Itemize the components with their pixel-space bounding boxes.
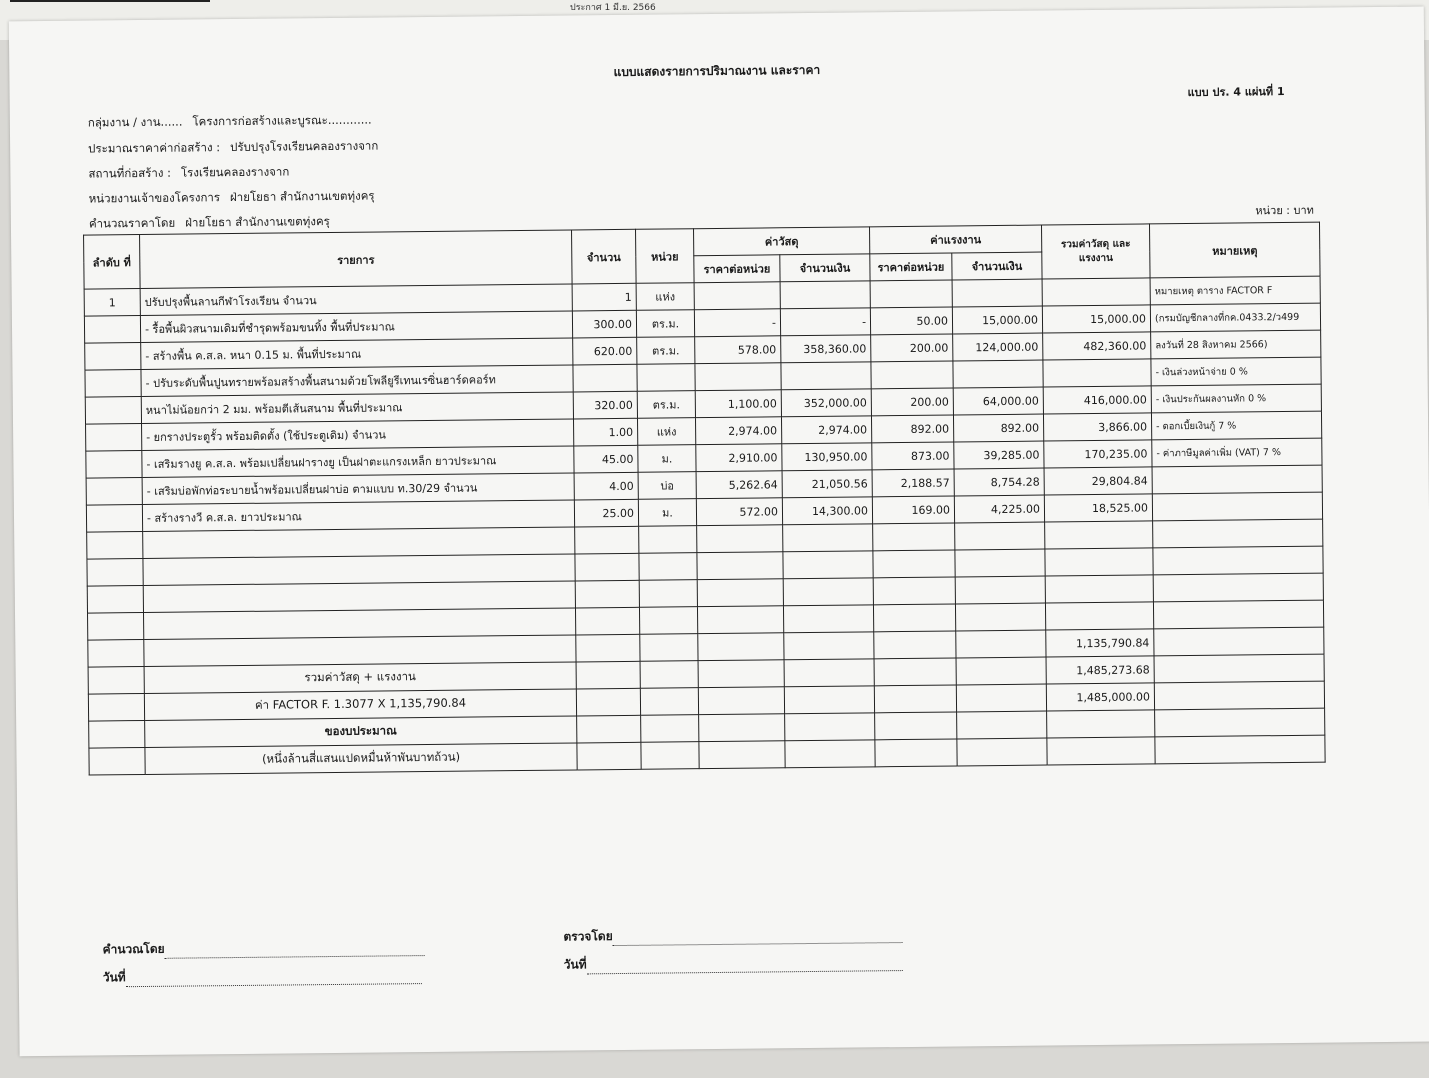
cell-unit: แห่ง	[636, 283, 694, 311]
summary-empty-cell	[875, 739, 957, 767]
empty-cell	[639, 580, 697, 608]
empty-cell	[639, 553, 697, 581]
empty-cell	[697, 552, 783, 580]
summary-empty-cell	[640, 661, 698, 689]
cell-remark: หมายเหตุ ตาราง FACTOR F	[1150, 276, 1320, 305]
cell-mat-amount: 21,050.56	[782, 470, 872, 498]
empty-cell	[1153, 519, 1323, 548]
empty-cell	[575, 580, 639, 608]
empty-cell	[575, 553, 639, 581]
cell-qty: 1.00	[573, 418, 637, 446]
summary-empty-cell	[699, 741, 785, 769]
empty-cell	[575, 526, 639, 554]
calc-by-signature	[102, 937, 424, 959]
cell-total: 3,866.00	[1044, 413, 1152, 441]
summary-empty-cell	[784, 659, 874, 687]
cell-remark: - เงินประกันผลงานหัก 0 %	[1151, 384, 1321, 413]
info-key: กลุ่มงาน / งาน......	[87, 114, 183, 130]
underlay-text: ประกาศ 1 มี.ย. 2566	[570, 3, 656, 13]
checked-by-label: ตรวจโดย	[563, 929, 613, 944]
calc-date-line	[126, 971, 422, 987]
info-line-estimate	[88, 137, 378, 158]
underlay-edge	[10, 0, 210, 10]
header-labor: ค่าแรงงาน	[870, 225, 1042, 254]
cell-unit: ม.	[638, 445, 696, 473]
summary-no-cell	[89, 720, 145, 748]
cell-qty: 25.00	[574, 499, 638, 527]
header-item: รายการ	[140, 230, 573, 289]
empty-cell	[873, 523, 955, 551]
cell-lab-amount: 4,225.00	[954, 495, 1044, 523]
cell-remark: - ดอกเบี้ยเงินกู้ 7 %	[1151, 411, 1321, 440]
info-value: ฝ่ายโยธา สำนักงานเขตทุ่งครุ	[229, 188, 375, 205]
summary-total: 1,485,273.68	[1046, 656, 1154, 684]
cell-lab-price: 2,188.57	[872, 469, 954, 497]
summary-empty-cell	[784, 632, 874, 660]
summary-empty-cell	[785, 740, 875, 768]
cell-no	[85, 369, 141, 397]
summary-empty-cell	[641, 742, 699, 770]
cell-lab-amount: 8,754.28	[954, 468, 1044, 496]
table-body	[84, 276, 1325, 775]
empty-cell	[783, 551, 873, 579]
summary-remark-cell	[1154, 681, 1324, 710]
info-line-calculated-by	[89, 213, 330, 234]
cell-mat-price: 2,974.00	[695, 417, 781, 445]
cell-item: - ปรับระดับพื้นปูนทรายพร้อมสร้างพื้นสนามด้วยโพลียูรีเทนเรซิ่นฮาร์ดคอร์ท	[141, 365, 573, 397]
cell-unit: ตร.ม.	[636, 310, 694, 338]
cell-lab-amount: 15,000.00	[952, 306, 1042, 334]
cell-mat-price: 5,262.64	[696, 471, 782, 499]
empty-cell	[955, 603, 1045, 631]
cell-unit: แห่ง	[637, 418, 695, 446]
cell-lab-price: 873.00	[872, 442, 954, 470]
summary-empty-cell	[874, 631, 956, 659]
header-unit: หน่วย	[636, 229, 695, 284]
empty-cell	[697, 579, 783, 607]
empty-cell	[873, 550, 955, 578]
calc-date-signature	[103, 965, 422, 987]
info-line-owner	[89, 188, 375, 209]
cell-item: - เสริมรางยู ค.ส.ล. พร้อมเปลี่ยนฝารางยู เป็นฝาตะแกรงเหล็ก ยาวประมาณ	[142, 446, 574, 478]
cell-unit: ตร.ม.	[637, 337, 695, 365]
empty-cell	[87, 585, 143, 613]
summary-total	[1047, 737, 1155, 765]
header-no: ลำดับ ที่	[84, 235, 141, 290]
info-key: หน่วยงานเจ้าของโครงการ	[88, 190, 221, 206]
cell-total: 416,000.00	[1043, 386, 1151, 414]
cell-unit: ตร.ม.	[637, 391, 695, 419]
summary-empty-cell	[698, 687, 784, 715]
summary-label: (หนึ่งล้านสี่แสนแปดหมื่นห้าพันบาทถ้วน)	[145, 743, 577, 775]
empty-cell	[1045, 548, 1153, 576]
empty-cell	[697, 606, 783, 634]
summary-remark-cell	[1154, 627, 1324, 656]
summary-label: รวมค่าวัสดุ + แรงงาน	[144, 662, 576, 694]
cell-total: 18,525.00	[1044, 494, 1152, 522]
info-line-group	[88, 112, 372, 133]
empty-cell	[575, 607, 639, 635]
cell-mat-price	[695, 363, 781, 391]
cell-lab-price: 200.00	[871, 388, 953, 416]
cell-remark	[1152, 492, 1322, 521]
summary-label: ค่า FACTOR F. 1.3077 X 1,135,790.84	[144, 689, 576, 721]
summary-total	[1047, 710, 1155, 738]
empty-cell	[639, 607, 697, 635]
info-key: สถานที่ก่อสร้าง :	[88, 165, 172, 181]
summary-empty-cell	[957, 711, 1047, 739]
checked-by-signature	[563, 924, 902, 947]
cell-no	[84, 315, 140, 343]
info-value: ปรับปรุงโรงเรียนคลองรางจาก	[230, 138, 379, 155]
cell-no	[85, 396, 141, 424]
calc-by-line	[165, 943, 425, 959]
empty-cell	[873, 604, 955, 632]
cell-item: - สร้างรางวี ค.ส.ล. ยาวประมาณ	[142, 500, 574, 532]
cell-lab-amount: 64,000.00	[953, 387, 1043, 415]
empty-cell	[697, 525, 783, 553]
empty-cell	[639, 526, 697, 554]
summary-remark-cell	[1155, 708, 1325, 737]
cell-item: หนาไม่น้อยกว่า 2 มม. พร้อมตีเส้นสนาม พื้นที่ประมาณ	[141, 392, 573, 424]
empty-cell	[1045, 602, 1153, 630]
document-title: แบบแสดงรายการปริมาณงาน และราคา	[613, 62, 821, 80]
cell-remark: - เงินล่วงหน้าจ่าย 0 %	[1151, 357, 1321, 386]
header-labor-amount: จำนวนเงิน	[952, 252, 1042, 280]
empty-cell	[1045, 575, 1153, 603]
empty-cell	[88, 612, 144, 640]
calc-date-label: วันที่	[102, 970, 126, 985]
header-remark: หมายเหตุ	[1150, 222, 1321, 278]
summary-no-cell	[88, 693, 144, 721]
empty-cell	[1153, 600, 1323, 629]
info-value: ฝ่ายโยธา สำนักงานเขตทุ่งครุ	[185, 214, 330, 230]
cell-remark	[1152, 465, 1322, 494]
cell-remark: - ค่าภาษีมูลค่าเพิ่ม (VAT) 7 %	[1152, 438, 1322, 467]
cell-item: ปรับปรุงพื้นลานกีฬาโรงเรียน จำนวน	[140, 284, 572, 316]
check-date-line	[587, 958, 903, 974]
summary-empty-cell	[640, 688, 698, 716]
summary-empty-cell	[956, 684, 1046, 712]
cell-qty: 45.00	[574, 445, 638, 473]
cell-mat-price: 2,910.00	[696, 444, 782, 472]
summary-empty-cell	[640, 634, 698, 662]
cell-qty: 320.00	[573, 391, 637, 419]
cell-item: - สร้างพื้น ค.ส.ล. หนา 0.15 ม. พื้นที่ประมาณ	[141, 338, 573, 370]
check-date-signature	[564, 952, 903, 975]
cell-lab-price: 50.00	[870, 307, 952, 335]
summary-empty-cell	[698, 633, 784, 661]
cell-lab-price: 892.00	[871, 415, 953, 443]
summary-empty-cell	[698, 660, 784, 688]
summary-empty-cell	[875, 712, 957, 740]
cell-mat-amount: -	[780, 308, 870, 336]
cell-item: - ยกรางประตูรั้ว พร้อมติดตั้ง (ใช้ประตูเดิม) จำนวน	[142, 419, 574, 451]
cell-qty: 300.00	[572, 310, 636, 338]
cell-no	[86, 504, 142, 532]
cell-total: 29,804.84	[1044, 467, 1152, 495]
summary-total: 1,485,000.00	[1046, 683, 1154, 711]
cell-no	[85, 342, 141, 370]
cell-lab-price	[871, 361, 953, 389]
empty-cell	[87, 531, 143, 559]
cell-lab-price	[870, 280, 952, 308]
cell-mat-price: 578.00	[695, 336, 781, 364]
cell-no	[86, 423, 142, 451]
summary-empty-cell	[576, 688, 640, 716]
document-sheet	[9, 7, 1429, 1057]
cell-total	[1043, 359, 1151, 387]
summary-total: 1,135,790.84	[1046, 629, 1154, 657]
summary-empty-cell	[956, 630, 1046, 658]
summary-empty-cell	[957, 738, 1047, 766]
info-key: ประมาณราคาค่าก่อสร้าง :	[88, 140, 221, 156]
cell-mat-amount: 2,974.00	[781, 416, 871, 444]
cell-no	[86, 450, 142, 478]
cell-remark: (กรมบัญชีกลางที่กค.0433.2/ว499	[1150, 303, 1320, 332]
cell-unit	[637, 364, 695, 392]
cell-lab-amount	[953, 360, 1043, 388]
cell-qty: 1	[572, 283, 636, 311]
summary-empty-cell	[956, 657, 1046, 685]
empty-cell	[87, 558, 143, 586]
info-line-site	[88, 163, 289, 183]
cell-mat-price: 1,100.00	[695, 390, 781, 418]
summary-remark-cell	[1155, 735, 1325, 764]
cell-qty	[573, 364, 637, 392]
summary-no-cell	[88, 666, 144, 694]
summary-empty-cell	[641, 715, 699, 743]
form-number: แบบ ปร. 4 แผ่นที่ 1	[1187, 85, 1285, 100]
header-material-amount: จำนวนเงิน	[780, 254, 870, 282]
empty-cell	[873, 577, 955, 605]
summary-empty-cell	[785, 713, 875, 741]
header-qty: จำนวน	[572, 229, 637, 284]
empty-cell	[783, 524, 873, 552]
cell-mat-price: 572.00	[696, 498, 782, 526]
summary-empty-cell	[874, 658, 956, 686]
info-value: โครงการก่อสร้างและบูรณะ............	[192, 112, 372, 129]
info-key: คำนวณราคาโดย	[88, 215, 176, 231]
cell-lab-price: 200.00	[871, 334, 953, 362]
cell-lab-price: 169.00	[872, 496, 954, 524]
cell-item: - เสริมบ่อพักท่อระบายน้ำพร้อมเปลี่ยนฝาบ่อ ตามแบบ ท.30/29 จำนวน	[142, 473, 574, 505]
cell-mat-price: -	[694, 309, 780, 337]
cell-no: 1	[84, 288, 140, 316]
cell-no	[86, 477, 142, 505]
header-labor-unit-price: ราคาต่อหน่วย	[870, 253, 952, 281]
cell-mat-amount	[781, 362, 871, 390]
summary-no-cell	[88, 639, 144, 667]
summary-remark-cell	[1154, 654, 1324, 683]
cell-mat-amount: 358,360.00	[781, 335, 871, 363]
cell-remark: ลงวันที่ 28 สิงหาคม 2566)	[1151, 330, 1321, 359]
empty-cell	[955, 549, 1045, 577]
cell-unit: ม.	[638, 499, 696, 527]
header-total: รวมค่าวัสดุ และแรงงาน	[1042, 224, 1151, 279]
summary-empty-cell	[576, 634, 640, 662]
header-material-unit-price: ราคาต่อหน่วย	[694, 255, 780, 283]
empty-cell	[783, 578, 873, 606]
cell-mat-amount	[780, 281, 870, 309]
summary-empty-cell	[577, 715, 641, 743]
empty-cell	[955, 522, 1045, 550]
cell-total: 15,000.00	[1042, 305, 1150, 333]
cell-lab-amount: 892.00	[953, 414, 1043, 442]
summary-empty-cell	[699, 714, 785, 742]
header-material: ค่าวัสดุ	[694, 227, 870, 256]
summary-label: ของบประมาณ	[145, 716, 577, 748]
cell-total: 482,360.00	[1043, 332, 1151, 360]
empty-cell	[1153, 546, 1323, 575]
cell-total	[1042, 278, 1150, 306]
cell-mat-price	[694, 282, 780, 310]
cell-qty: 620.00	[573, 337, 637, 365]
empty-cell	[1045, 521, 1153, 549]
summary-empty-cell	[576, 661, 640, 689]
cell-lab-amount: 39,285.00	[954, 441, 1044, 469]
cell-lab-amount: 124,000.00	[953, 333, 1043, 361]
info-value: โรงเรียนคลองรางจาก	[180, 164, 290, 180]
cell-item: - รื้อพื้นผิวสนามเดิมที่ชำรุดพร้อมขนทิ้ง พื้นที่ประมาณ	[140, 311, 572, 343]
summary-empty-cell	[874, 685, 956, 713]
cell-mat-amount: 130,950.00	[782, 443, 872, 471]
check-date-label: วันที่	[563, 957, 587, 972]
cell-unit: บ่อ	[638, 472, 696, 500]
cell-mat-amount: 352,000.00	[781, 389, 871, 417]
summary-empty-cell	[577, 742, 641, 770]
calc-by-label: คำนวณโดย	[102, 941, 165, 957]
boq-table	[83, 222, 1326, 776]
cell-total: 170,235.00	[1044, 440, 1152, 468]
cell-qty: 4.00	[574, 472, 638, 500]
summary-empty-cell	[784, 686, 874, 714]
cell-mat-amount: 14,300.00	[782, 497, 872, 525]
unit-label: หน่วย : บาท	[1255, 203, 1314, 218]
empty-cell	[1153, 573, 1323, 602]
cell-lab-amount	[952, 279, 1042, 307]
summary-no-cell	[89, 747, 145, 775]
checked-by-line	[613, 930, 903, 946]
empty-cell	[783, 605, 873, 633]
empty-cell	[955, 576, 1045, 604]
